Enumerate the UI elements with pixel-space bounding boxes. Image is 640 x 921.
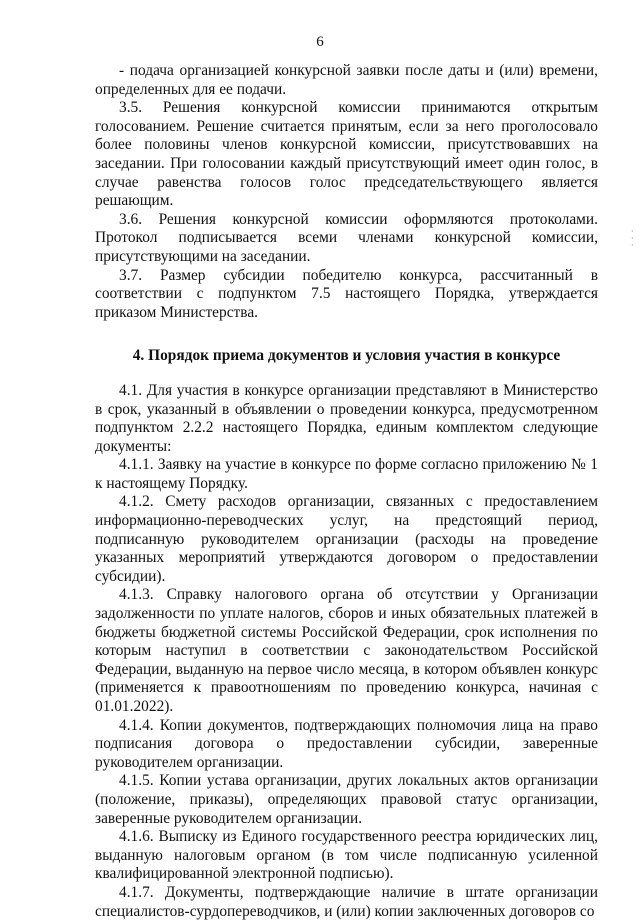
- paragraph-3-5: 3.5. Решения конкурсной комиссии принимаются открытым голосованием. Решение считается принятым, если за него проголосовало более половины членов конкурсной комиссии, присутствовавших на заседании. При голосовании каждый присутствующий имеет один голос, в случае равенства голосов голос председательствующего является решающим.: [95, 99, 598, 210]
- page-number: 6: [316, 34, 324, 50]
- paragraph-4-1-7: 4.1.7. Документы, подтверждающие наличие в штате организации специалистов-сурдопереводчиков, и (или) копии заключенных договоров со: [95, 883, 598, 920]
- paragraph-3-6: 3.6. Решения конкурсной комиссии оформляются протоколами. Протокол подписывается всеми членами конкурсной комиссии, присутствующими на заседании.: [95, 210, 598, 265]
- paragraph-4-1-4: 4.1.4. Копии документов, подтверждающих полномочия лица на право подписания договора о предоставлении субсидии, заверенные руководителем организации.: [95, 716, 598, 771]
- paragraph-4-1-2: 4.1.2. Смету расходов организации, связанных с предоставлением информационно-переводческих услуг, на предстоящий период, подписанную руководителем организации (расходы на проведение указанных мероприятий утверждаются договором о предоставлении субсидии).: [95, 493, 598, 585]
- paragraph-4-1-5: 4.1.5. Копии устава организации, других локальных актов организации (положение, приказы), определяющих правовой статус организации, заверенные руководителем организации.: [95, 772, 598, 827]
- document-body: [95, 62, 598, 921]
- margin-scan-mark: · · ·: [631, 227, 634, 250]
- paragraph-3-7: 3.7. Размер субсидии победителю конкурса, рассчитанный в соответствии с подпунктом 7.5 настоящего Порядка, утверждается приказом Министерства.: [95, 266, 598, 321]
- paragraph-4-1: 4.1. Для участия в конкурсе организации представляют в Министерство в срок, указанный в объявлении о проведении конкурса, предусмотренном подпунктом 2.2.2 настоящего Порядка, единым комплектом следующие документы:: [95, 381, 598, 455]
- paragraph-4-1-1: 4.1.1. Заявку на участие в конкурсе по форме согласно приложению № 1 к настоящему Порядку.: [95, 456, 598, 492]
- paragraph-4-1-6: 4.1.6. Выписку из Единого государственного реестра юридических лиц, выданную налоговым органом (в том числе подписанную усиленной квалифицированной электронной подписью).: [95, 828, 598, 883]
- paragraph-filing-deadline: - подача организацией конкурсной заявки после даты и (или) времени, определенных для ее подачи.: [95, 62, 598, 98]
- paragraph-4-1-3: 4.1.3. Справку налогового органа об отсутствии у Организации задолженности по уплате налогов, сборов и иных обязательных платежей в бюджеты бюджетной системы Российской Федерации, срок исполнения по которым наступил в соответствии с законодательством Российской Федерации, выданную на первое число месяца, в котором объявлен конкурс (применяется к правоотношениям по проведению конкурса, начиная с 01.01.2022).: [95, 586, 598, 715]
- section-heading: 4. Порядок приема документов и условия участия в конкурсе: [132, 347, 561, 365]
